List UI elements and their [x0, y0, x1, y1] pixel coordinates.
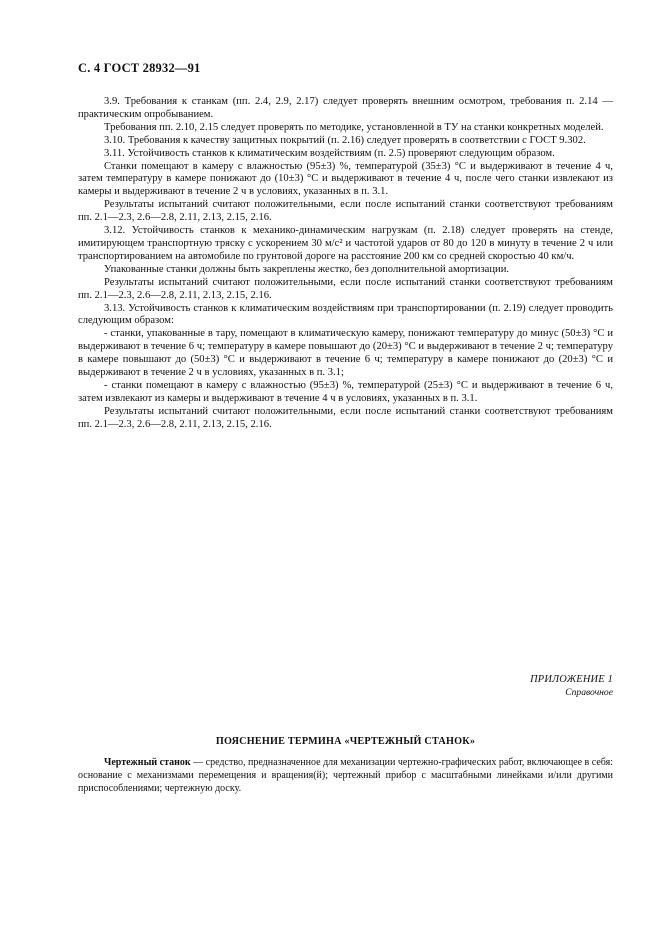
paragraph-3-10: 3.10. Требования к качеству защитных покрытий (п. 2.16) следует проверять в соответствии с ГОСТ 9.302. — [104, 134, 586, 146]
appendix-title: ПРИЛОЖЕНИЕ 1 — [530, 674, 613, 685]
paragraph-3-11-procedure: Станки помещают в камеру с влажностью (95±3) %, температурой (35±3) °С и выдерживают в течение 4 ч, затем температуру в камере понижают до (10±3) °С и выдерживают в течение 4 ч, после чего станки извлекают из камеры и выдерживают в течение 2 ч в условиях, указанных в п. 3.1. — [78, 160, 613, 198]
paragraph-3-9: 3.9. Требования к станкам (пп. 2.4, 2.9, 2.17) следует проверять внешним осмотром, требования п. 2.14 — практическим опробыванием. — [78, 96, 613, 120]
paragraph-3-12-fixing: Упакованные станки должны быть закреплены жестко, без дополнительной амортизации. — [104, 263, 510, 275]
paragraph-3-13-packed: - станки, упакованные в тару, помещают в климатическую камеру, понижают температуру до минус (50±3) °С и выдерживают в течение 6 ч; температуру в камере повышают до (20±3) °С и выдерживают в течение 2 ч; температуру в камере повышают до (50±3) °С и выдерживают в течение 6 ч; температуру в камере понижают до (20±3) °С и выдерживают в течение 2 ч в условиях, указанных в п. 3.1; — [78, 328, 613, 379]
paragraph-3-9-methods: Требования пп. 2.10, 2.15 следует проверять по методике, установленной в ТУ на станки конкретных моделей. — [104, 121, 604, 133]
main-text — [78, 96, 613, 432]
appendix-label — [530, 673, 613, 699]
term-definition-text: — средство, предназначенное для механизации чертежно-графических работ, включающее в себя: основание с механизмами перемещения и вращения(й); чертежный прибор с масштабными линейками и/или другими приспособлениями; чертежную доску. — [78, 757, 614, 794]
paragraph-3-11: 3.11. Устойчивость станков к климатическим воздействиям (п. 2.5) проверяют следующим образом. — [104, 147, 555, 159]
paragraph-3-13-results: Результаты испытаний считают положительными, если после испытаний станки соответствуют требованиям пп. 2.1—2.3, 2.6—2.8, 2.11, 2.13, 2.15, 2.16. — [78, 405, 613, 430]
appendix-subtitle: Справочное — [565, 687, 613, 698]
paragraph-3-12-results: Результаты испытаний считают положительными, если после испытаний станки соответствуют требованиям пп. 2.1—2.3, 2.6—2.8, 2.11, 2.13, 2.15, 2.16. — [78, 276, 613, 301]
paragraph-3-13: 3.13. Устойчивость станков к климатическим воздействиям при транспортировании (п. 2.19) следует проводить следующим образом: — [78, 302, 613, 327]
paragraph-3-12: 3.12. Устойчивость станков к механико-динамическим нагрузкам (п. 2.18) следует проверять на стенде, имитирующем транспортную тряску с ускорением 30 м/с² и частотой ударов от 80 до 120 в минуту в течение 2 ч или транспортированием на автомобиле по грунтовой дороге на расстояние 200 км со средней скоростью 40 км/ч. — [78, 225, 613, 262]
paragraph-3-13-humidity: - станки помещают в камеру с влажностью (95±3) %, температурой (25±3) °С и выдерживают в течение 6 ч, затем извлекают из камеры и выдерживают в течение 4 ч в условиях, указанных в п. 3.1. — [78, 379, 613, 404]
term-word: Чертежный станок — [104, 757, 191, 768]
page-header: С. 4 ГОСТ 28932—91 — [78, 61, 201, 75]
term-definition — [78, 757, 613, 795]
paragraph-3-11-results: Результаты испытаний считают положительными, если после испытаний станки соответствуют требованиям пп. 2.1—2.3, 2.6—2.8, 2.11, 2.13, 2.15, 2.16. — [78, 199, 613, 224]
term-heading: ПОЯСНЕНИЕ ТЕРМИНА «ЧЕРТЕЖНЫЙ СТАНОК» — [215, 736, 476, 747]
